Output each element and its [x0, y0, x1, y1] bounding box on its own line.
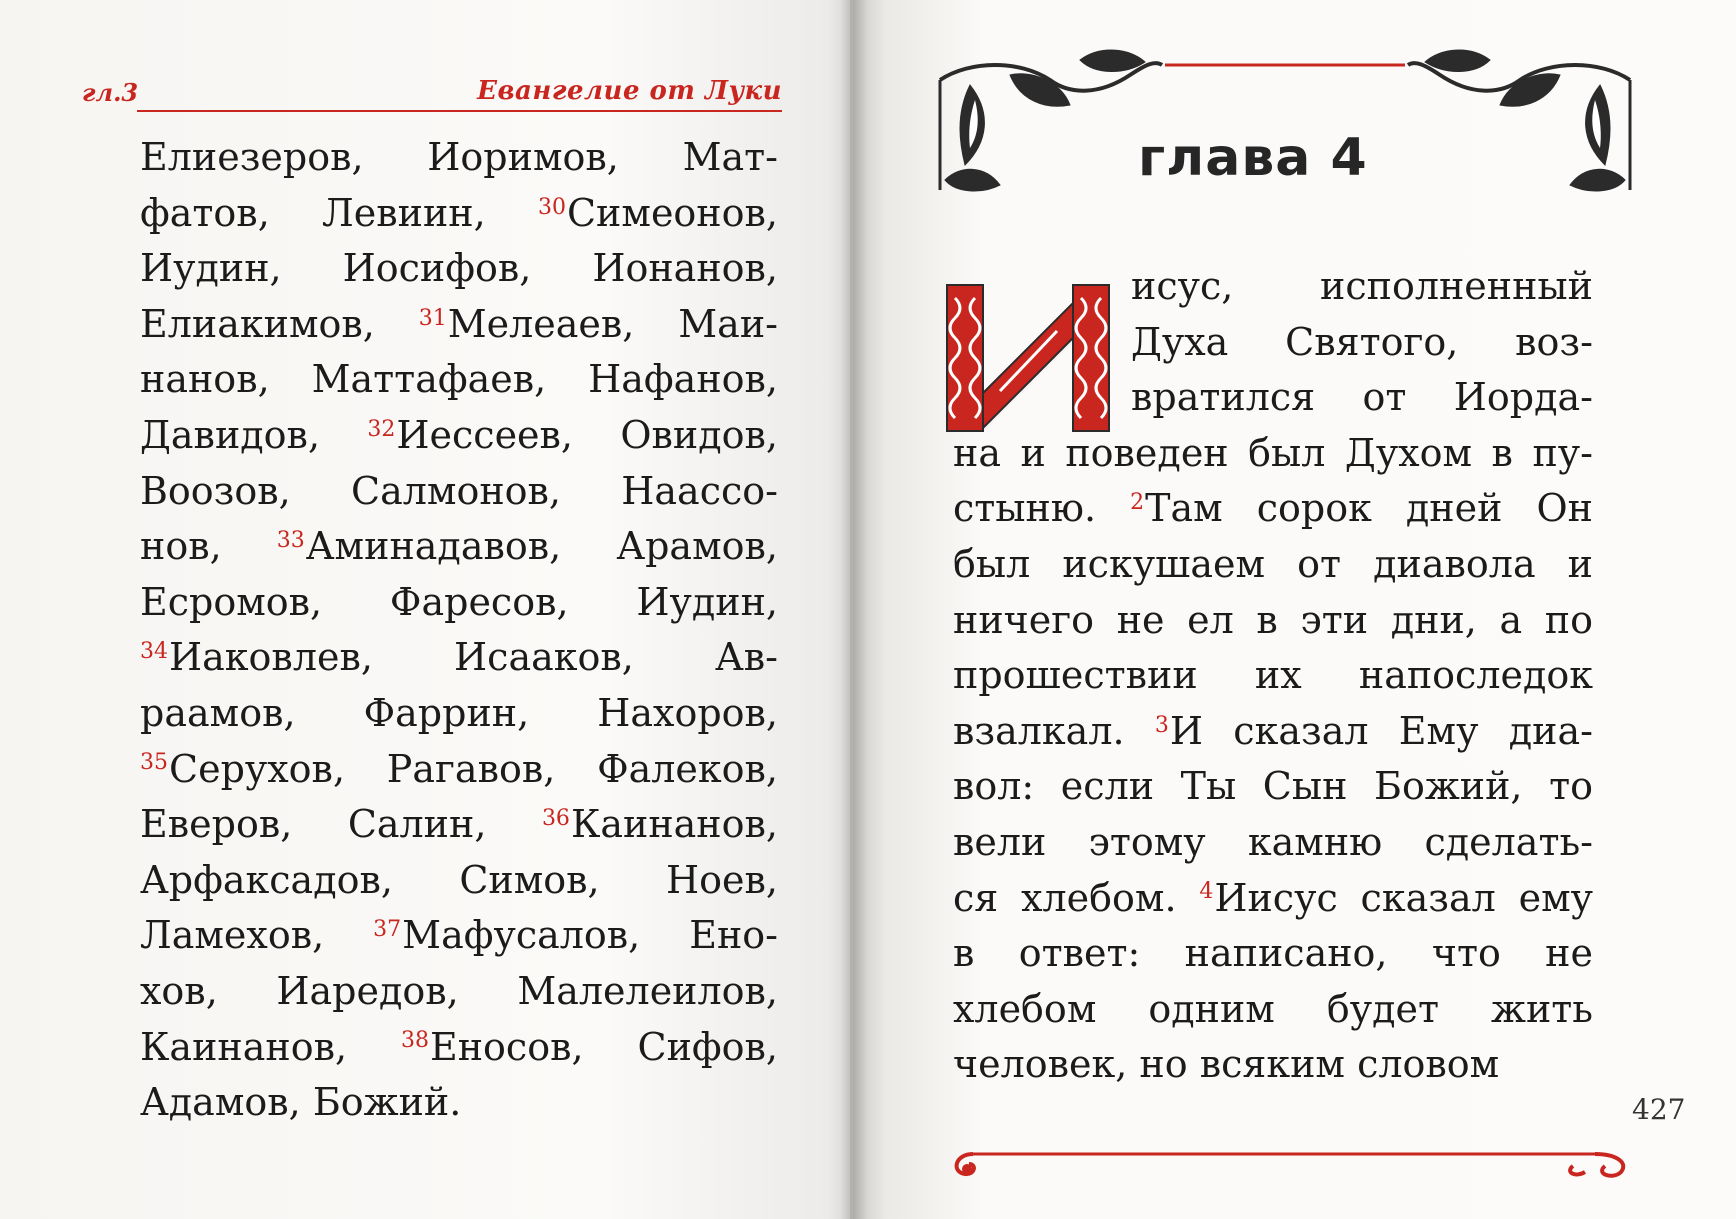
text-run: Иудин, Иосифов, Ионанов, — [140, 246, 778, 291]
text-run: Мафусалов, Ено- — [402, 913, 778, 958]
text-line — [140, 297, 778, 353]
book-gutter — [840, 0, 868, 1219]
text-run: взалкал. — [953, 708, 1155, 753]
text-run: Арфаксадов, Симов, Ноев, — [140, 857, 778, 902]
page-number: 427 — [1632, 1093, 1686, 1126]
verse-number: 37 — [373, 917, 402, 943]
chapter-title: глава 4 — [1138, 128, 1368, 188]
text-line — [953, 704, 1593, 760]
text-run: Елиакимов, — [140, 301, 419, 346]
running-head-rule — [137, 110, 782, 112]
text-line — [140, 464, 778, 520]
text-line — [953, 593, 1593, 649]
text-line — [140, 408, 778, 464]
text-run: Каинанов, — [570, 802, 778, 847]
text-line — [953, 1037, 1593, 1093]
text-run: Мелеаев, Маи- — [447, 301, 778, 346]
text-line — [140, 964, 778, 1020]
text-run: на и поведен был Духом в пу- — [953, 430, 1593, 475]
text-run: хлебом одним будет жить — [953, 986, 1593, 1031]
text-run: был искушаем от диавола и — [953, 541, 1593, 586]
text-line — [140, 630, 778, 686]
scroll-flourish-icon — [945, 1142, 1635, 1182]
text-line — [140, 908, 778, 964]
text-line — [140, 575, 778, 631]
text-line — [140, 352, 778, 408]
text-run: Там сорок дней Он — [1145, 486, 1593, 531]
text-line — [953, 537, 1593, 593]
text-line — [140, 1075, 778, 1131]
text-run: исус, исполненный — [1131, 264, 1593, 308]
text-line — [140, 797, 778, 853]
verse-number: 4 — [1199, 879, 1214, 905]
text-line — [1131, 370, 1593, 426]
text-run: нов, — [140, 524, 277, 569]
text-line — [140, 1020, 778, 1076]
verse-number: 35 — [140, 750, 168, 776]
verse-number: 2 — [1130, 490, 1145, 516]
verse-number: 38 — [400, 1028, 429, 1054]
text-line — [140, 742, 778, 798]
text-run: Адамов, Божий. — [140, 1080, 462, 1125]
text-line — [953, 648, 1593, 704]
verse-number: 34 — [140, 639, 168, 665]
text-run: Каинанов, — [140, 1024, 401, 1069]
text-run: ся хлебом. — [953, 875, 1200, 920]
text-line — [953, 426, 1593, 482]
verse-number: 3 — [1154, 712, 1169, 738]
left-page-text — [140, 130, 778, 1131]
text-line — [953, 481, 1593, 537]
text-line — [1131, 315, 1593, 371]
text-line — [1131, 259, 1593, 315]
verse-number: 31 — [418, 305, 447, 331]
text-run: Воозов, Салмонов, Наассо- — [140, 468, 778, 513]
text-line — [140, 241, 778, 297]
text-run: вол: если Ты Сын Божий, то — [953, 764, 1593, 809]
text-run: прошествии их напоследок — [953, 653, 1593, 698]
text-run: ничего не ел в эти дни, а по — [953, 597, 1593, 642]
text-run: Елиезеров, Иоримов, Мат- — [140, 135, 778, 179]
verse-number: 33 — [276, 528, 305, 554]
text-line — [140, 519, 778, 575]
text-run: Иессеев, Овидов, — [396, 412, 778, 457]
text-run: Еносов, Сифов, — [429, 1024, 778, 1069]
text-line — [953, 871, 1593, 927]
text-line — [953, 926, 1593, 982]
text-line — [140, 686, 778, 742]
text-line — [140, 130, 778, 186]
running-head — [82, 76, 782, 112]
text-run: хов, Иаредов, Малелеилов, — [140, 968, 778, 1013]
verse-number: 36 — [541, 806, 570, 832]
text-run: фатов, Левиин, — [140, 190, 538, 235]
text-line — [140, 186, 778, 242]
text-run: Иаковлев, Исааков, Ав- — [169, 635, 778, 680]
text-line — [140, 853, 778, 909]
text-run: человек, но всяким словом — [953, 1042, 1500, 1087]
text-run: Есромов, Фаресов, Иудин, — [140, 579, 778, 624]
text-line — [953, 982, 1593, 1038]
right-page-text — [953, 259, 1593, 1093]
text-run: Давидов, — [140, 412, 368, 457]
text-run: Серухов, Рагавов, Фалеков, — [169, 746, 778, 791]
text-run: стыню. — [953, 486, 1131, 531]
text-run: Симеонов, — [566, 190, 778, 235]
text-run: Духа Святого, воз- — [1131, 319, 1593, 364]
text-run: вратился от Иорда- — [1131, 375, 1593, 420]
text-run: Еверов, Салин, — [140, 802, 542, 847]
text-run: вели этому камню сделать- — [953, 819, 1593, 864]
running-head-book-title: Евангелие от Луки — [477, 76, 782, 106]
text-run: в ответ: написано, что не — [953, 931, 1593, 976]
text-run: Ламехов, — [140, 913, 374, 958]
verse-number: 32 — [367, 416, 396, 442]
text-run: нанов, Маттафаев, Нафанов, — [140, 357, 778, 402]
text-run: раамов, Фаррин, Нахоров, — [140, 690, 778, 735]
verse-number: 30 — [537, 194, 566, 220]
text-line — [953, 759, 1593, 815]
text-run: Аминадавов, Арамов, — [305, 524, 778, 569]
text-line — [953, 815, 1593, 871]
text-run: И сказал Ему диа- — [1169, 708, 1593, 753]
running-head-chapter: гл.3 — [82, 78, 139, 107]
text-run: Иисус сказал ему — [1214, 875, 1593, 920]
